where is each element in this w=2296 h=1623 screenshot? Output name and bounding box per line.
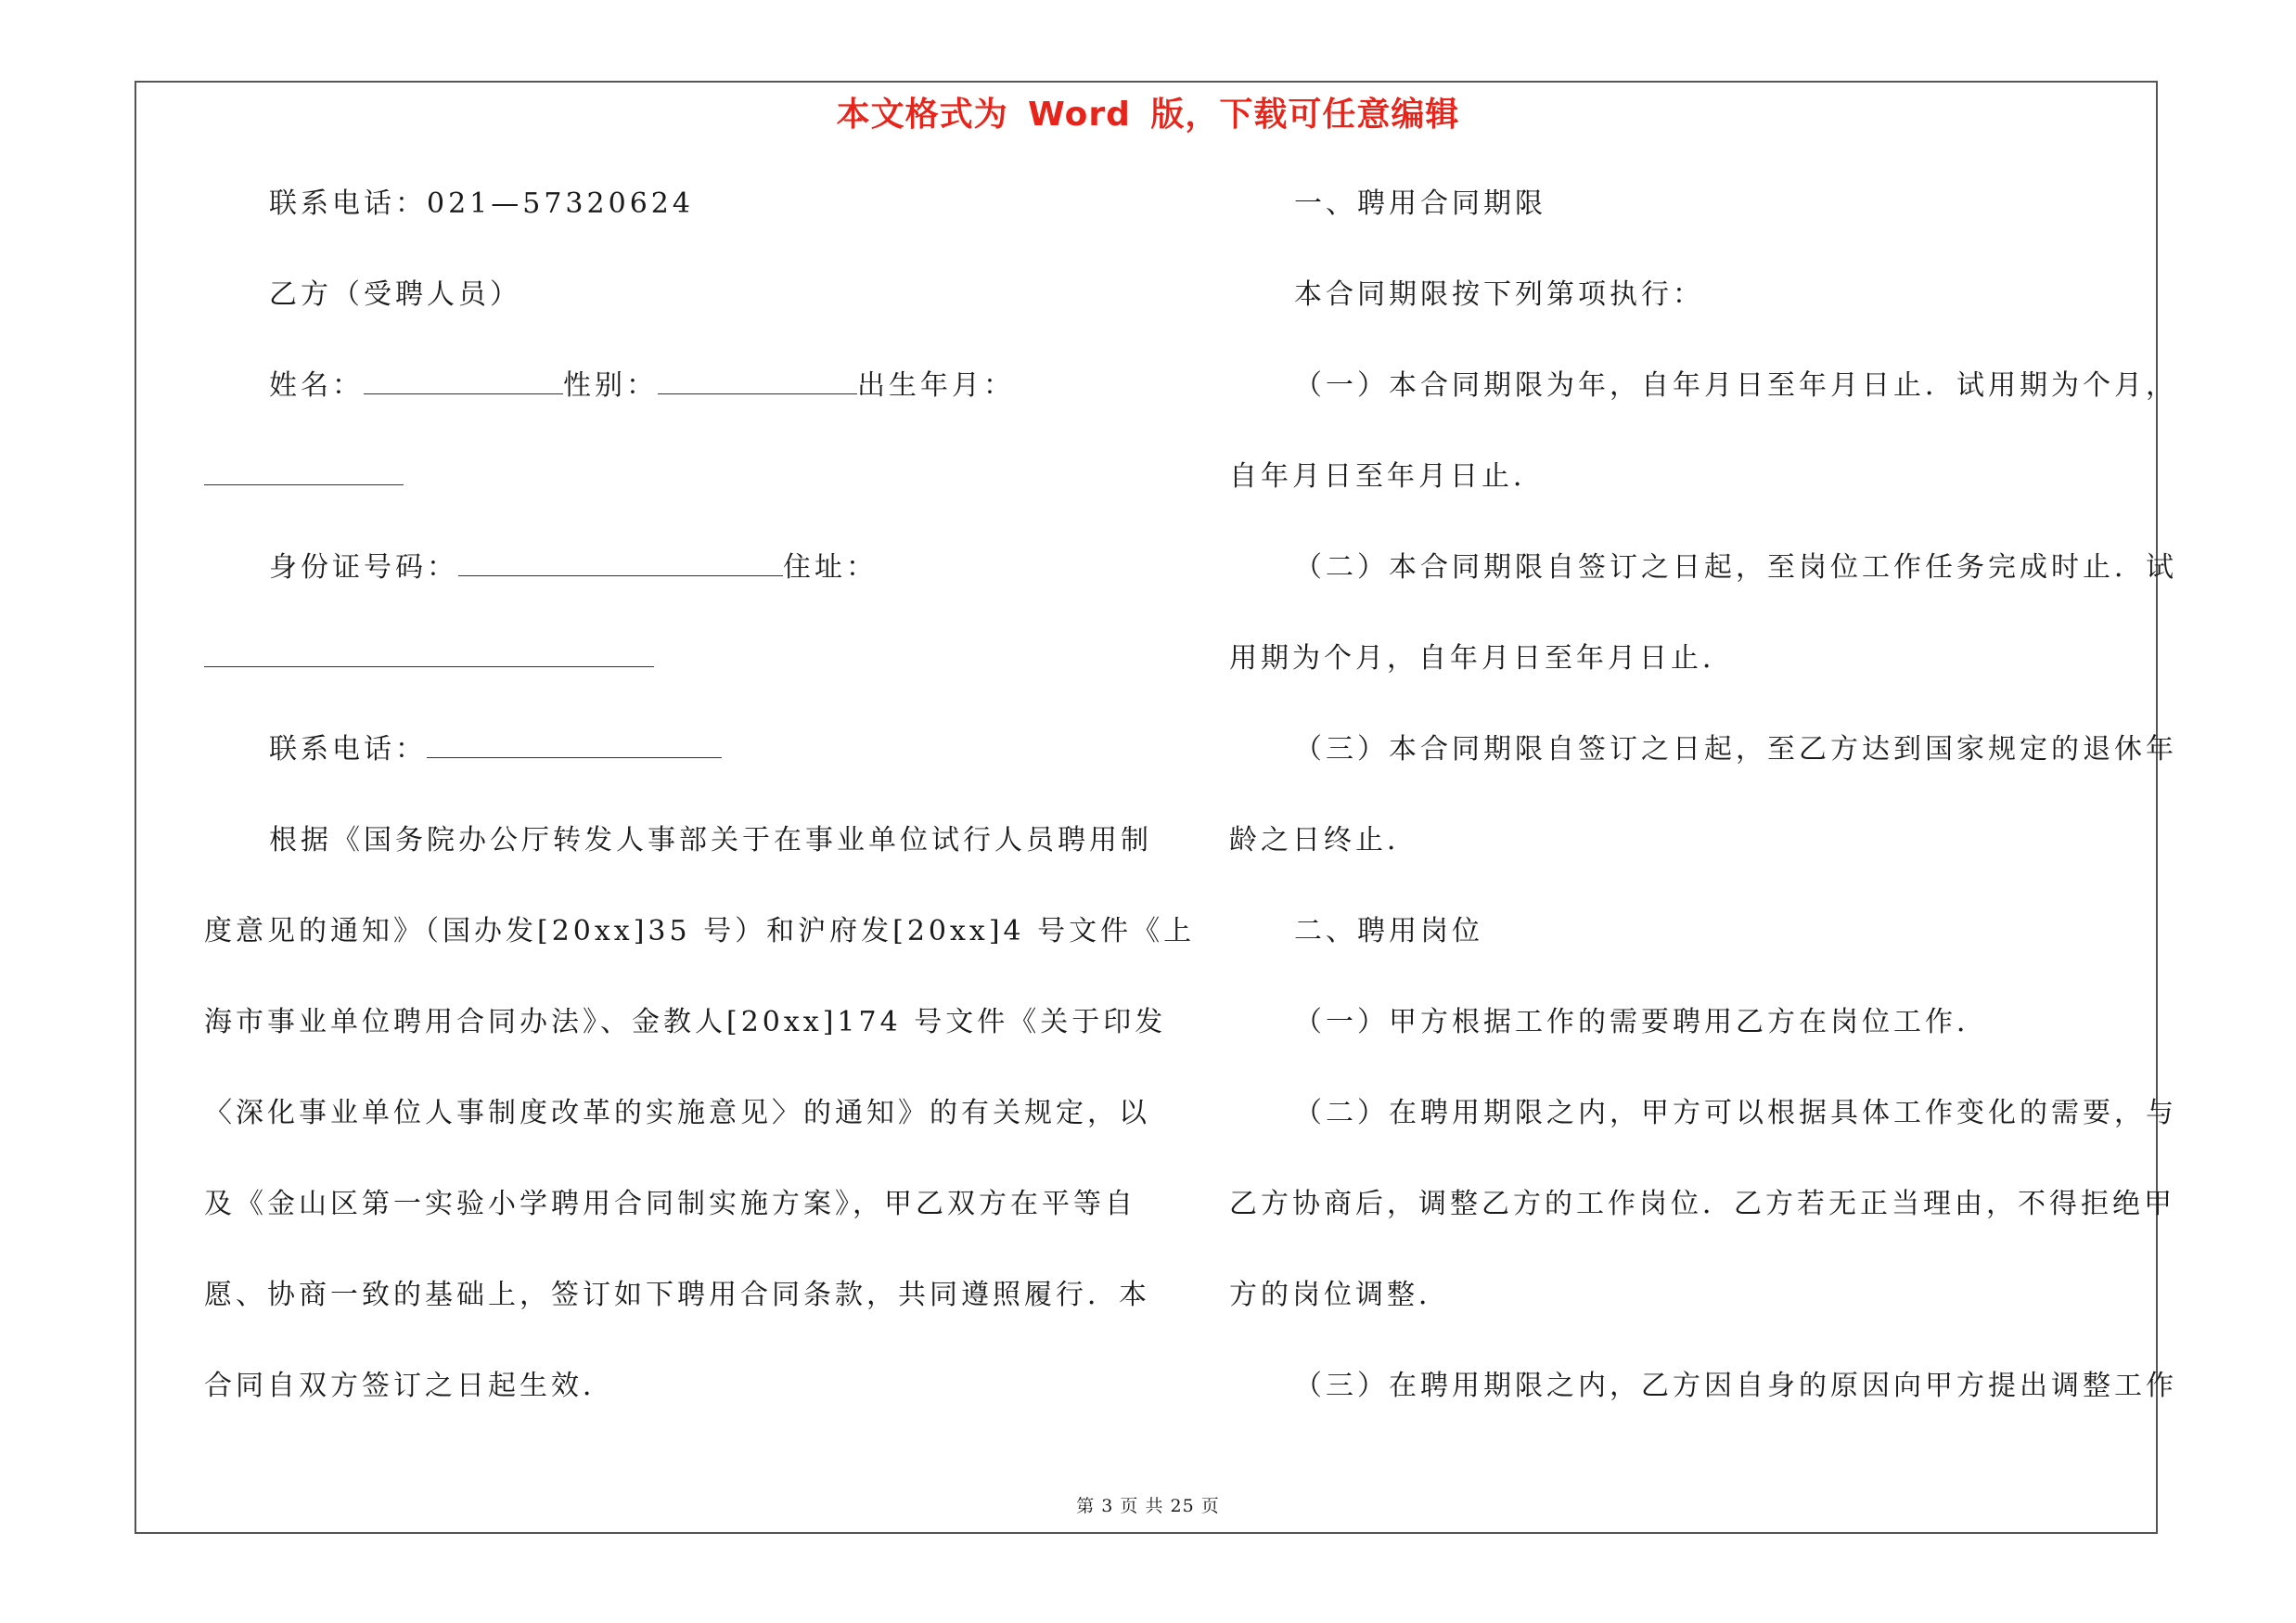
gender-blank — [658, 367, 857, 394]
name-label: 姓名： — [269, 369, 364, 402]
right-line-10: （一）甲方根据工作的需要聘用乙方在岗位工作． — [1294, 1006, 1988, 1038]
banner-suffix: 版，下载可任意编辑 — [1150, 96, 1460, 134]
banner-prefix: 本文格式为 — [836, 96, 1008, 134]
right-line-7: （三）本合同期限自签订之日起，至乙方达到国家规定的退休年 — [1294, 733, 2177, 766]
name-blank — [364, 367, 563, 394]
id-blank — [458, 549, 783, 576]
address-blank — [204, 640, 654, 667]
address-label: 住址： — [783, 551, 878, 584]
gender-label: 性别： — [563, 369, 658, 402]
right-line-14: （三）在聘用期限之内，乙方因自身的原因向甲方提出调整工作 — [1294, 1370, 2177, 1402]
contact-phone-b-row — [269, 731, 722, 768]
right-line-2: 本合同期限按下列第项执行： — [1294, 278, 1704, 311]
para-line-3: 海市事业单位聘用合同办法》、金教人[20xx]174 号文件《关于印发 — [204, 1006, 1167, 1038]
document-banner — [0, 88, 2296, 135]
right-line-13: 方的岗位调整． — [1229, 1279, 1450, 1311]
party-b-heading: 乙方（受聘人员） — [269, 278, 521, 311]
para-line-4: 〈深化事业单位人事制度改革的实施意见〉的通知》的有关规定，以 — [204, 1097, 1150, 1129]
section-2-heading: 二、聘用岗位 — [1294, 915, 1483, 947]
right-line-11: （二）在聘用期限之内，甲方可以根据具体工作变化的需要，与 — [1294, 1097, 2177, 1129]
birth-label: 出生年月： — [857, 369, 1015, 402]
id-address-row — [269, 549, 878, 586]
birth-blank — [204, 458, 404, 485]
section-1-heading: 一、聘用合同期限 — [1294, 187, 1546, 220]
para-line-6: 愿、协商一致的基础上，签订如下聘用合同条款，共同遵照履行．本 — [204, 1279, 1150, 1311]
para-line-5: 及《金山区第一实验小学聘用合同制实施方案》，甲乙双方在平等自 — [204, 1188, 1136, 1220]
birth-blank-row — [204, 458, 404, 496]
right-line-6: 用期为个月，自年月日至年月日止． — [1229, 642, 1734, 675]
right-line-12: 乙方协商后，调整乙方的工作岗位．乙方若无正当理由，不得拒绝甲 — [1229, 1188, 2175, 1220]
name-gender-birth-row — [269, 367, 1015, 405]
address-blank-row — [204, 640, 654, 677]
right-line-5: （二）本合同期限自签订之日起，至岗位工作任务完成时止．试 — [1294, 551, 2177, 584]
para-line-2: 度意见的通知》（国办发[20xx]35 号）和沪府发[20xx]4 号文件《上 — [204, 915, 1196, 947]
para-line-1: 根据《国务院办公厅转发人事部关于在事业单位试行人员聘用制 — [269, 824, 1152, 857]
page-footer: 第 3 页 共 25 页 — [1076, 1496, 1220, 1516]
contact-phone-a: 联系电话：021—57320624 — [269, 187, 694, 220]
para-line-7: 合同自双方签订之日起生效． — [204, 1370, 614, 1402]
right-line-4: 自年月日至年月日止． — [1229, 460, 1545, 493]
contact-phone-b-blank — [427, 731, 722, 758]
contact-phone-b-label: 联系电话： — [269, 733, 427, 766]
right-line-3: （一）本合同期限为年，自年月日至年月日止．试用期为个月， — [1294, 369, 2177, 402]
right-line-8: 龄之日终止． — [1229, 824, 1418, 857]
banner-word: Word — [1028, 96, 1131, 134]
id-label: 身份证号码： — [269, 551, 458, 584]
